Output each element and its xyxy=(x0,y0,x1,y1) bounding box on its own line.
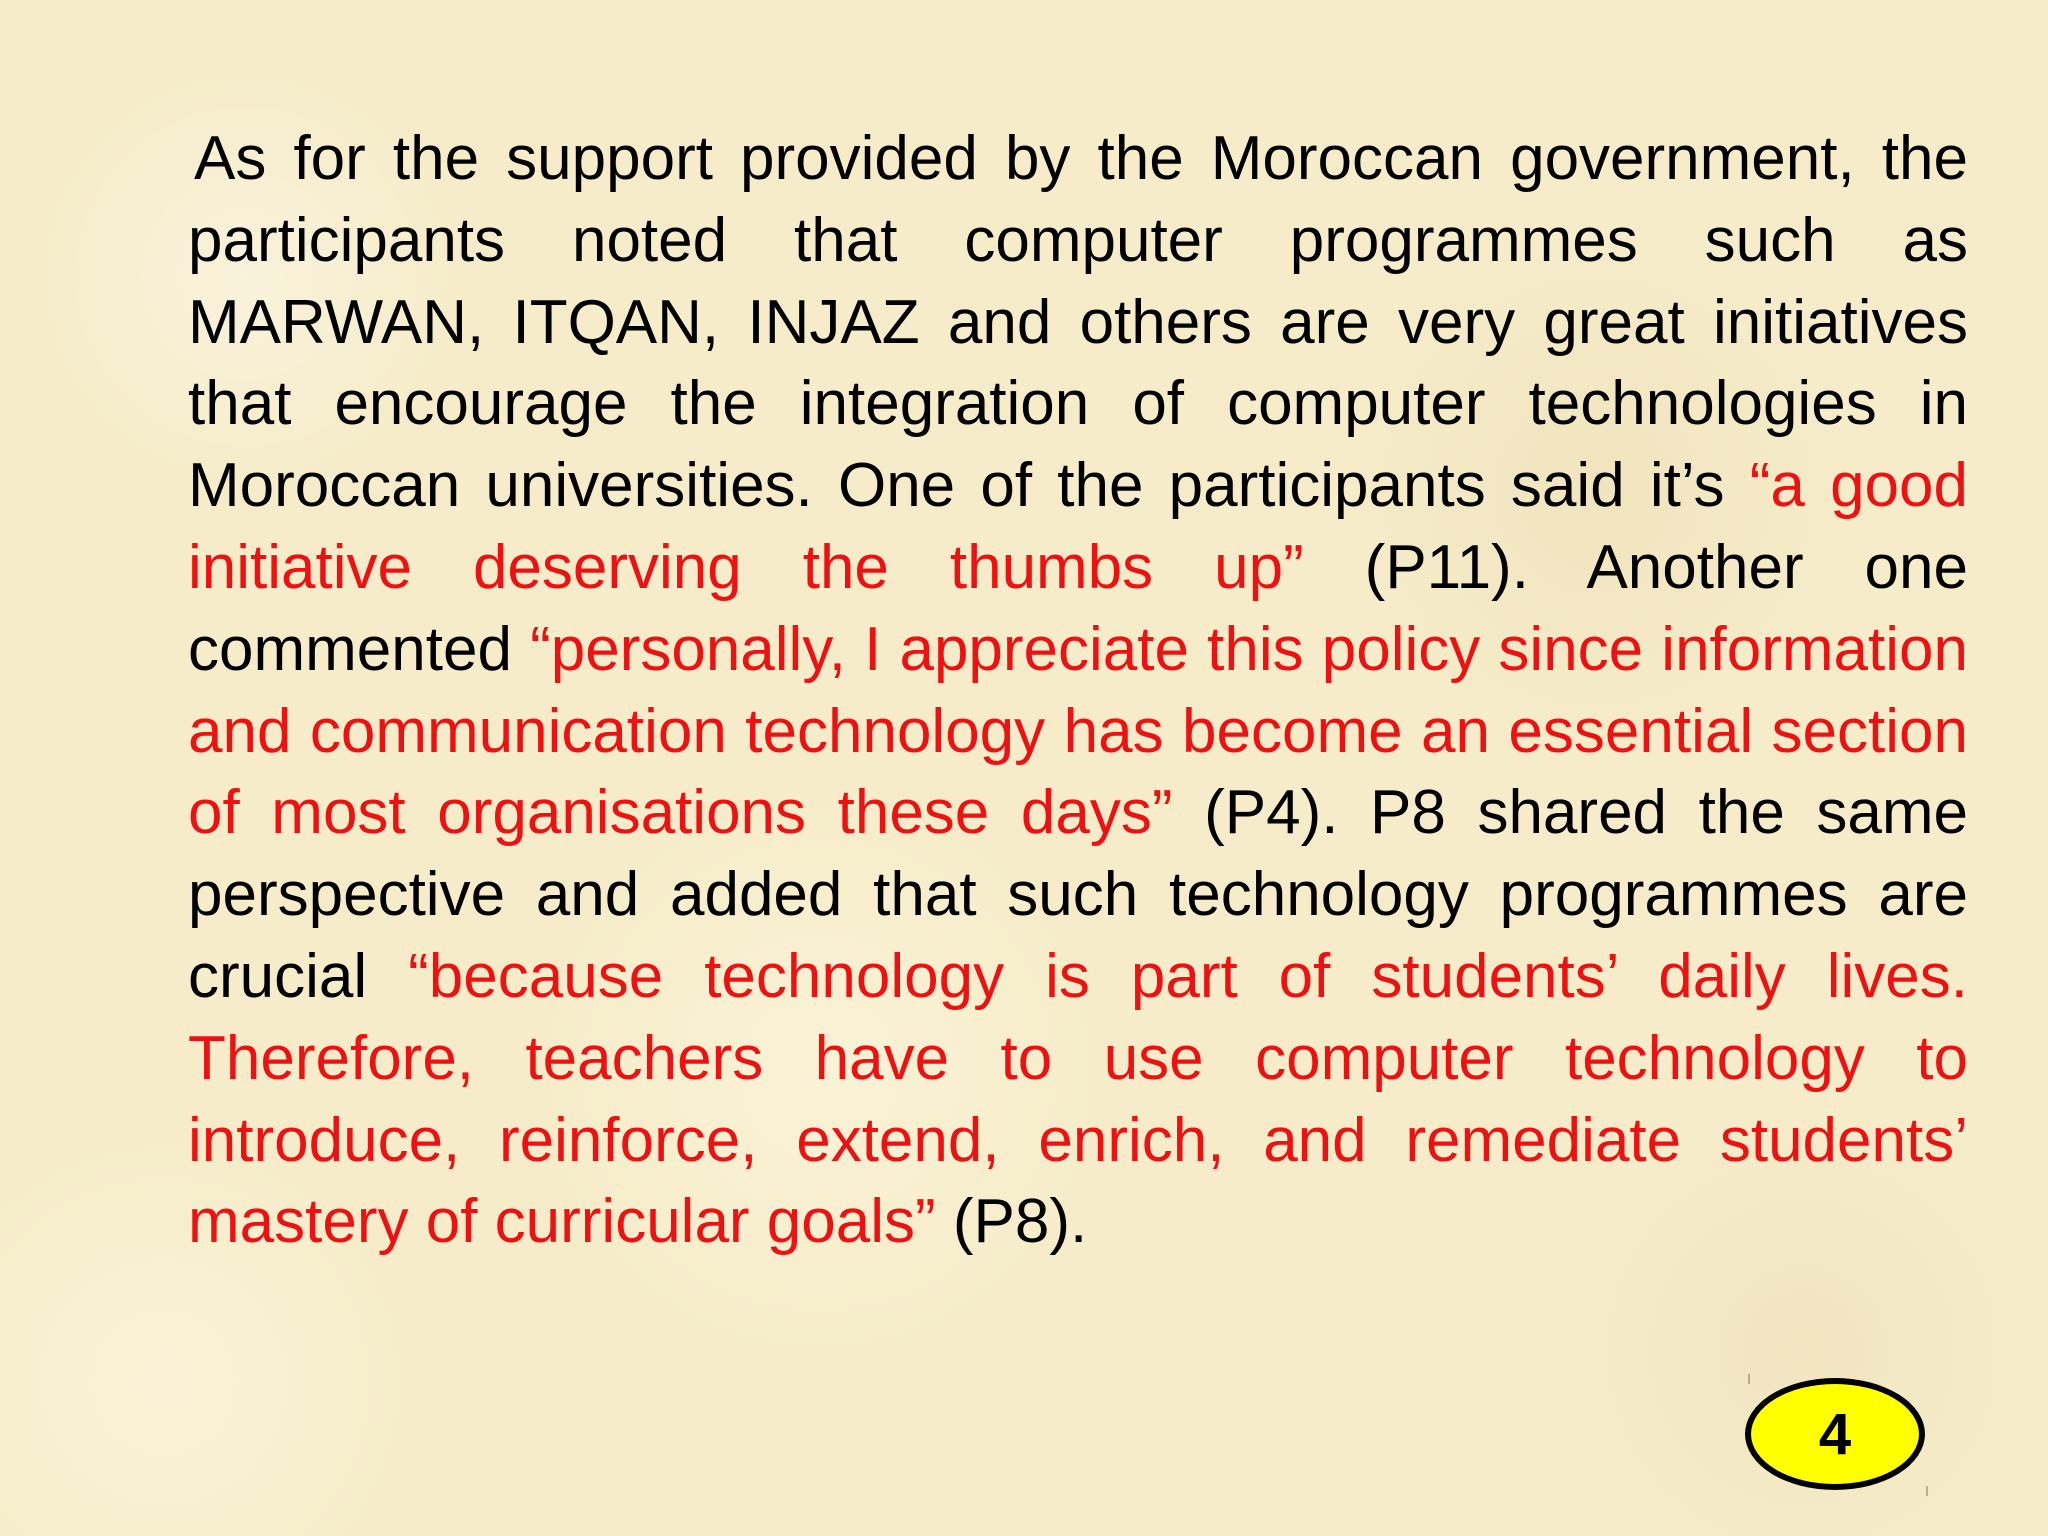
body-text-segment: (P8). xyxy=(935,1187,1088,1257)
body-text-segment: (P11). Another one commented xyxy=(188,532,1968,684)
participant-quote-p4: “personally, I appreciate this policy since information and communication technology has become an essential section of most organisations these days” xyxy=(188,614,1969,848)
page-number-badge xyxy=(1745,1378,1925,1490)
slide-body-paragraph xyxy=(188,118,1968,1263)
body-text-segment: As for the support provided by the Moroccan government, the participants noted that computer programmes such as MARWAN, ITQAN, INJAZ and others are very great initiatives that encourage the integration of computer technologies in Moroccan universities. One of the participants said it’s xyxy=(188,124,1968,521)
participant-quote-p11: “a good initiative deserving the thumbs up” xyxy=(188,451,1968,602)
body-text-segment: (P4). P8 shared the same perspective and added that such technology programmes are crucial xyxy=(188,778,1969,1011)
page-number: 4 xyxy=(1818,1401,1852,1467)
participant-quote-p8: “because technology is part of students’ daily lives. Therefore, teachers have to use computer technology to introduce, reinforce, extend, enrich, and remediate students’ mastery of curricular goals” xyxy=(188,941,1968,1257)
decorative-tick-mark xyxy=(1748,1374,1750,1384)
decorative-tick-mark xyxy=(1926,1486,1928,1496)
